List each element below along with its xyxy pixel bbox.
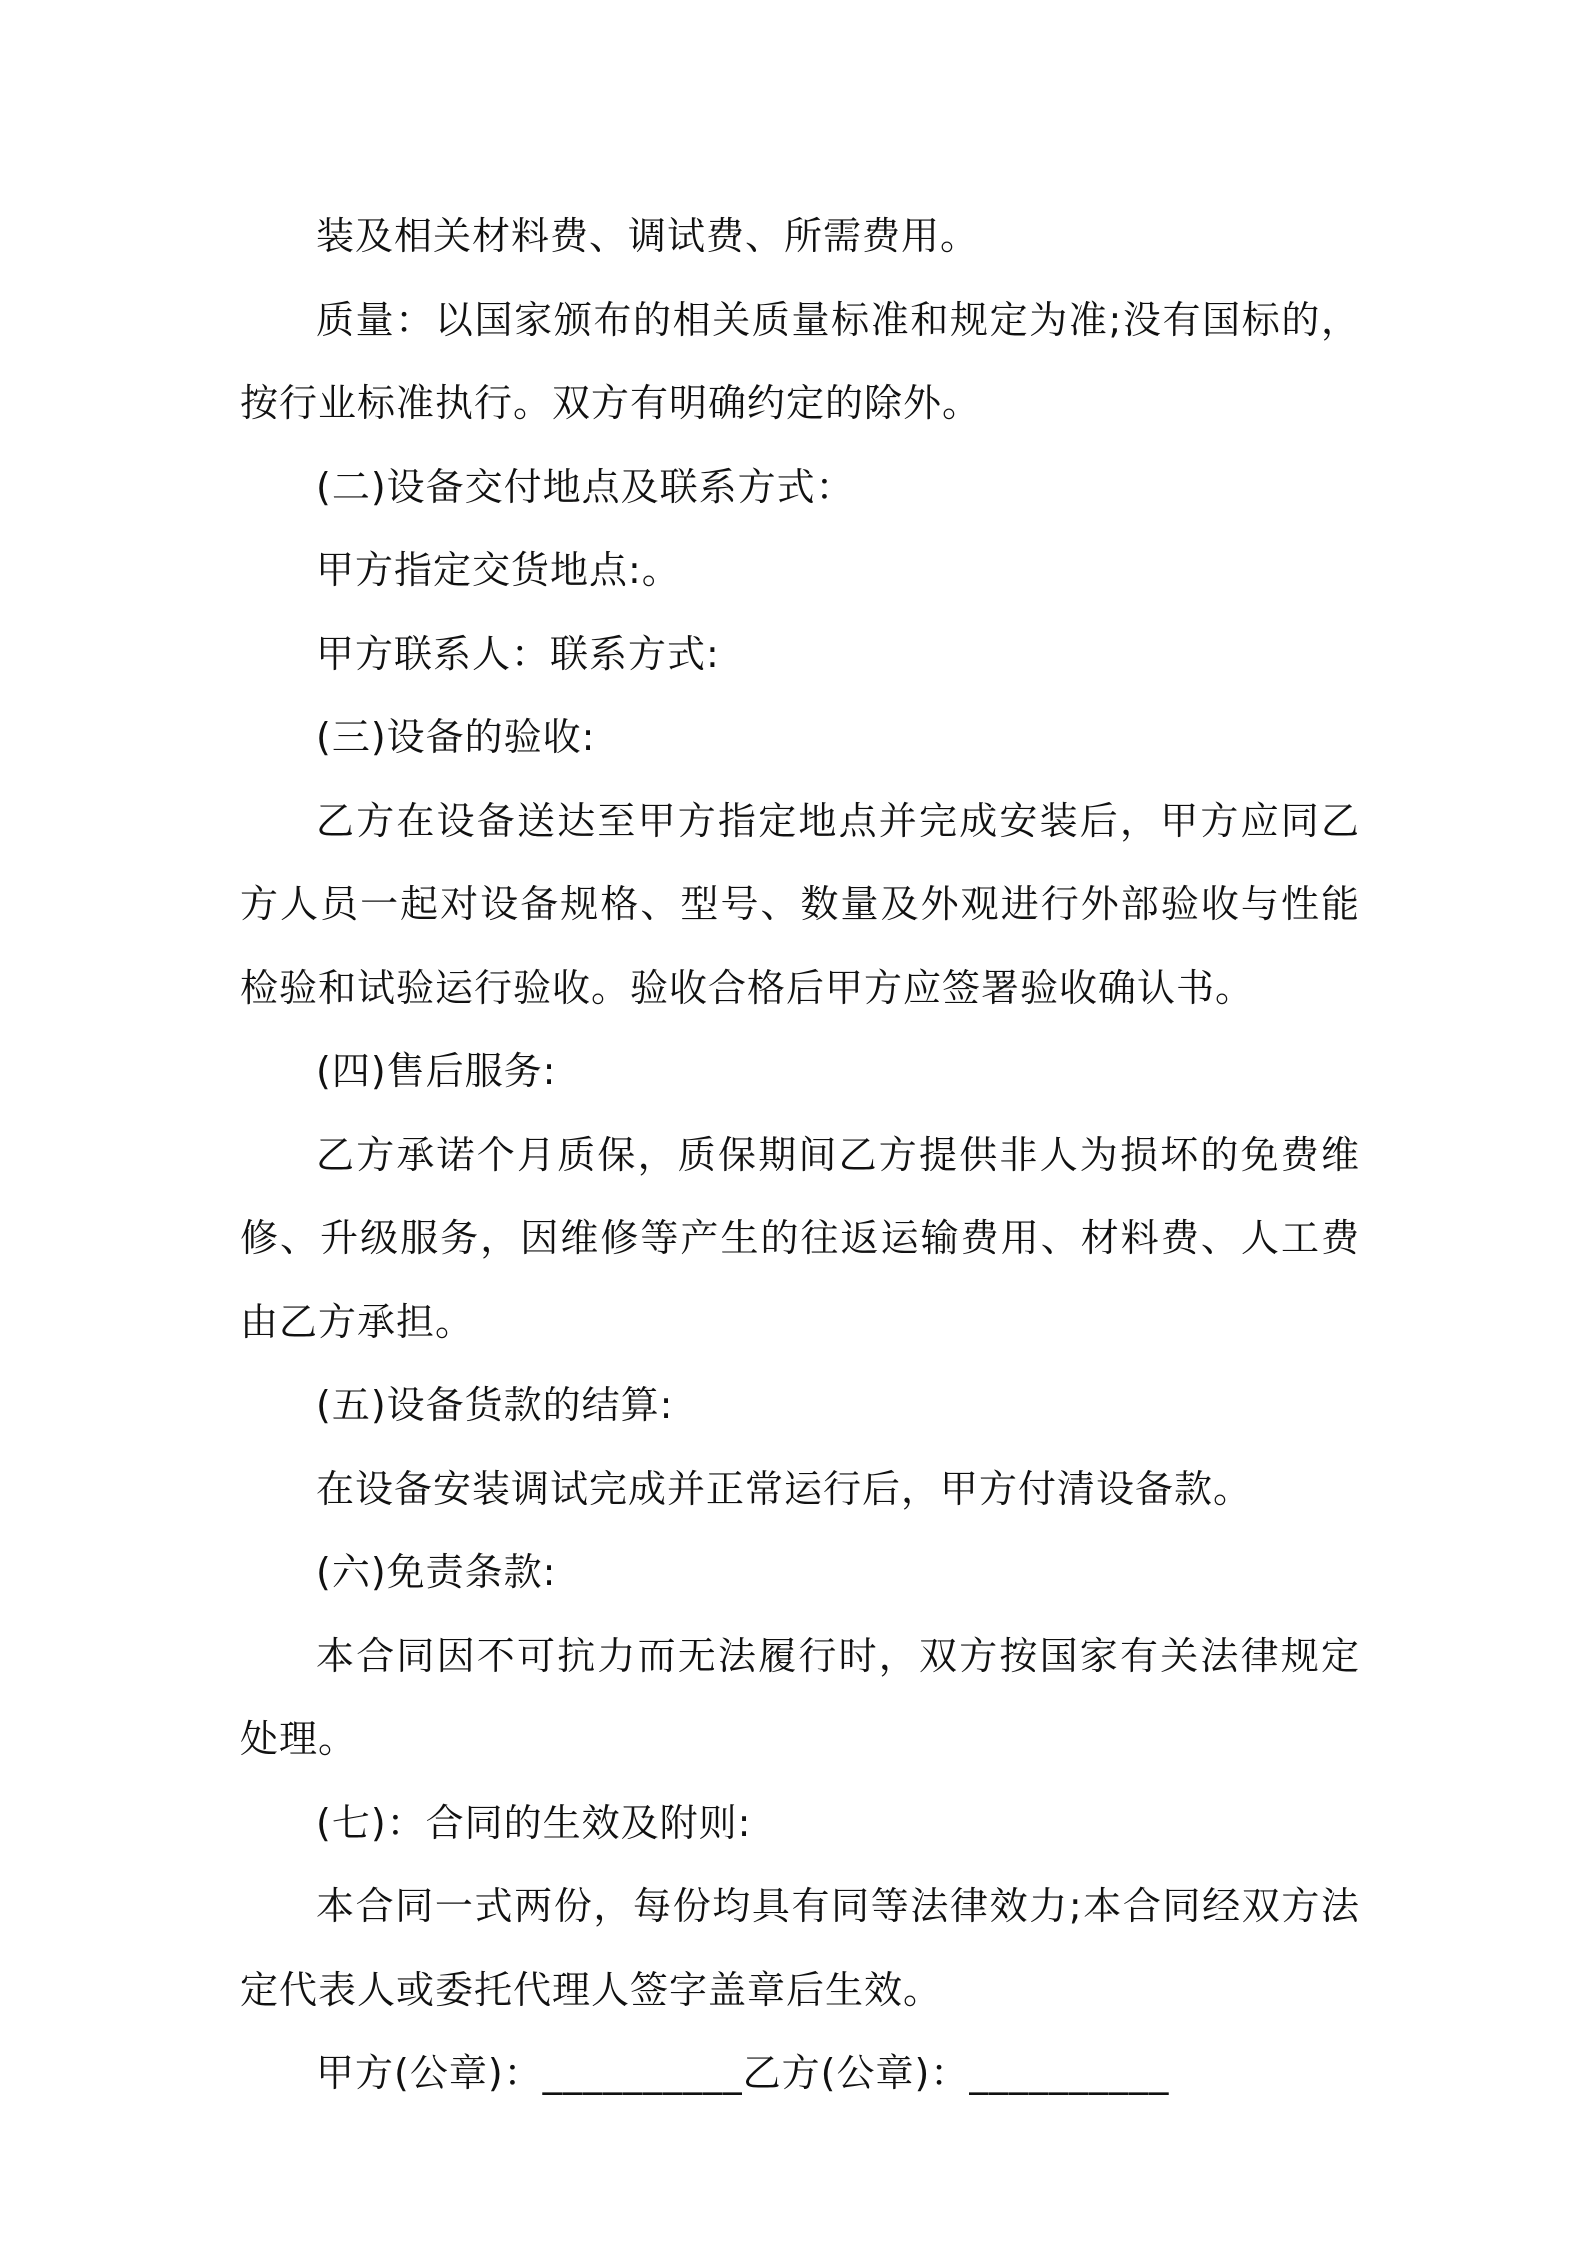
paragraph-disclaimer: 本合同因不可抗力而无法履行时，双方按国家有关法律规定处理。 [240, 1633, 1360, 1761]
paragraph-quality: 质量：以国家颁布的相关质量标准和规定为准;没有国标的，按行业标准执行。双方有明确约定的除外。 [240, 297, 1360, 425]
heading-disclaimer: (六)免责条款: [316, 1550, 557, 1594]
paragraph-contact: 甲方联系人：联系方式: [316, 631, 720, 676]
heading-settlement: (五)设备货款的结算: [316, 1383, 674, 1427]
paragraph-settlement: 在设备安装调试完成并正常运行后，甲方付清设备款。 [316, 1466, 1253, 1511]
document-body [240, 195, 1360, 2116]
paragraph-fees-continued: 装及相关材料费、调试费、所需费用。 [316, 214, 980, 258]
paragraph-acceptance: 乙方在设备送达至甲方指定地点并完成安装后，甲方应同乙方人员一起对设备规格、型号、数量及外观进行外部验收与性能检验和试验运行验收。验收合格后甲方应签署验收确认书。 [240, 798, 1360, 1010]
paragraph-after-sales: 乙方承诺个月质保，质保期间乙方提供非人为损坏的免费维修、升级服务，因维修等产生的往返运输费用、材料费、人工费由乙方承担。 [240, 1132, 1360, 1344]
heading-effectiveness: (七)：合同的生效及附则: [316, 1800, 752, 1845]
party-b-seal-blank: __________ [969, 2051, 1170, 2095]
paragraph-delivery-address: 甲方指定交货地点:。 [316, 548, 681, 592]
party-a-seal-blank: __________ [542, 2051, 743, 2095]
paragraph-effectiveness: 本合同一式两份，每份均具有同等法律效力;本合同经双方法定代表人或委托代理人签字盖章后生效。 [240, 1884, 1360, 2012]
heading-acceptance: (三)设备的验收: [316, 715, 596, 759]
party-a-seal-label: 甲方(公章)： [316, 2051, 543, 2095]
signature-line [240, 2032, 1360, 2116]
party-b-seal-label: 乙方(公章)： [742, 2051, 970, 2095]
heading-after-sales: (四)售后服务: [316, 1049, 557, 1093]
heading-delivery-location: (二)设备交付地点及联系方式： [316, 464, 855, 509]
